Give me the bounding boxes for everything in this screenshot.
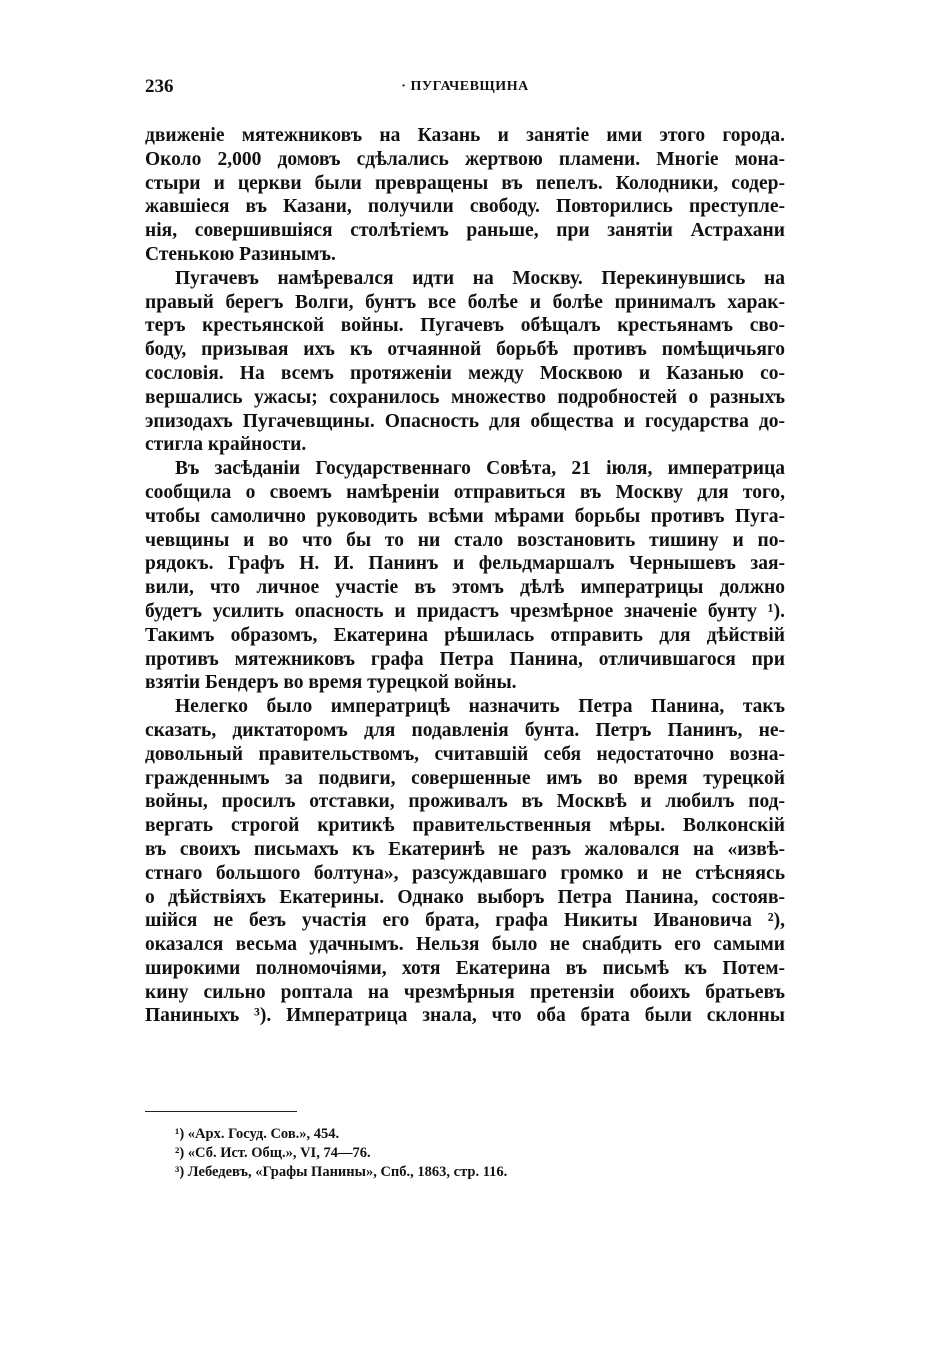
footnote: ¹) «Арх. Госуд. Сов.», 454. (175, 1126, 340, 1142)
text-line: вершались ужасы; сохранилось множество подробностей о разныхъ (145, 386, 785, 408)
text-line: войны, просилъ отставки, проживалъ въ Москвѣ и любилъ под- (145, 791, 785, 813)
text-line: Въ засѣданіи Государственнаго Совѣта, 21 іюля, императрица (175, 458, 785, 480)
text-line: эпизодахъ Пугачевщины. Опасность для общества и государства до- (145, 410, 785, 432)
text-line: шійся не безъ участія его брата, графа Никиты Ивановича ²), (145, 910, 785, 932)
text-line: о дѣйствіяхъ Екатерины. Однако выборъ Петра Панина, состояв- (145, 886, 785, 908)
text-line: боду, призывая ихъ къ отчаянной борьбѣ противъ помѣщичьяго (145, 339, 785, 361)
page-number: 236 (145, 76, 174, 97)
text-line: стигла крайности. (145, 434, 307, 456)
text-line: въ своихъ письмахъ къ Екатеринѣ не разъ жаловался на «извѣ- (145, 838, 785, 860)
text-line: теръ крестьянской войны. Пугачевъ обѣщалъ крестьянамъ сво- (145, 315, 785, 337)
text-line: довольный правительствомъ, считавшій себя недостаточно возна- (145, 743, 785, 765)
text-line: рядокъ. Графъ Н. И. Панинъ и фельдмаршалъ Чернышевъ зая- (145, 553, 785, 575)
text-line: нія, совершившіяся столѣтіемъ раньше, при занятіи Астрахани (145, 220, 785, 242)
text-line: чтобы самолично руководить всѣми мѣрами борьбы противъ Пуга- (145, 505, 785, 527)
text-line: взятіи Бендеръ во время турецкой войны. (145, 672, 517, 694)
text-line: Такимъ образомъ, Екатерина рѣшилась отправить для дѣйствій (145, 624, 785, 646)
footnote-divider (145, 1111, 297, 1112)
text-line: сказать, диктаторомъ для подавленія бунта. Петръ Панинъ, не- (145, 719, 785, 741)
running-title: · ПУГАЧЕВЩИНА (401, 79, 529, 94)
text-line: противъ мятежниковъ графа Петра Панина, отличившагося при (145, 648, 785, 670)
text-line: стыри и церкви были превращены въ пепелъ. Колодники, содер- (145, 172, 785, 194)
text-line: сословія. На всемъ протяженіи между Москвою и Казанью со- (145, 362, 785, 384)
text-line: Около 2,000 домовъ сдѣлались жертвою пламени. Многіе мона- (145, 148, 785, 170)
text-line: вергать строгой критикѣ правительственныя мѣры. Волконскій (145, 815, 785, 837)
paragraph (145, 267, 785, 457)
text-line: жавшіеся въ Казани, получили свободу. Повторились преступле- (145, 196, 785, 218)
text-line: кину сильно роптала на чрезмѣрныя претензіи обоихъ братьевъ (145, 981, 785, 1003)
text-line: будетъ усилить опасность и придастъ чрезмѣрное значеніе бунту ¹). (145, 600, 785, 622)
text-line: вили, что личное участіе въ этомъ дѣлѣ императрицы должно (145, 577, 785, 599)
text-line: Стенькою Разинымъ. (145, 243, 336, 265)
text-line: Нелегко было императрицѣ назначить Петра Панина, такъ (175, 696, 785, 718)
footnote: ²) «Сб. Ист. Общ.», VI, 74—76. (175, 1145, 371, 1161)
body-text (145, 124, 785, 1028)
text-line: гражденнымъ за подвиги, совершенные имъ во время турецкой (145, 767, 785, 789)
footnotes (175, 1125, 775, 1182)
paragraph (145, 457, 785, 695)
paragraph (145, 695, 785, 1028)
text-line: сообщила о своемъ намѣреніи отправиться въ Москву для того, (145, 481, 785, 503)
text-line: стнаго большого болтуна», разсуждавшаго громко и не стѣсняясь (145, 862, 785, 884)
text-line: правый берегъ Волги, бунтъ все болѣе и болѣе принималъ харак- (145, 291, 785, 313)
text-line: чевщины и во что бы то ни стало возстановить тишину и по- (145, 529, 785, 551)
text-line: движеніе мятежниковъ на Казань и занятіе ими этого города. (145, 125, 785, 146)
text-line: Паниныхъ ³). Императрица знала, что оба брата были склонны (145, 1005, 785, 1027)
footnote: ³) Лебедевъ, «Графы Панины», Спб., 1863, стр. 116. (175, 1164, 508, 1180)
paragraph (145, 124, 785, 267)
text-line: Пугачевъ намѣревался идти на Москву. Перекинувшись на (175, 267, 785, 289)
text-line: оказался весьма удачнымъ. Нельзя было не снабдить его самыми (145, 934, 785, 956)
page-header (145, 76, 785, 100)
text-line: широкими полномочіями, хотя Екатерина въ письмѣ къ Потем- (145, 957, 785, 979)
